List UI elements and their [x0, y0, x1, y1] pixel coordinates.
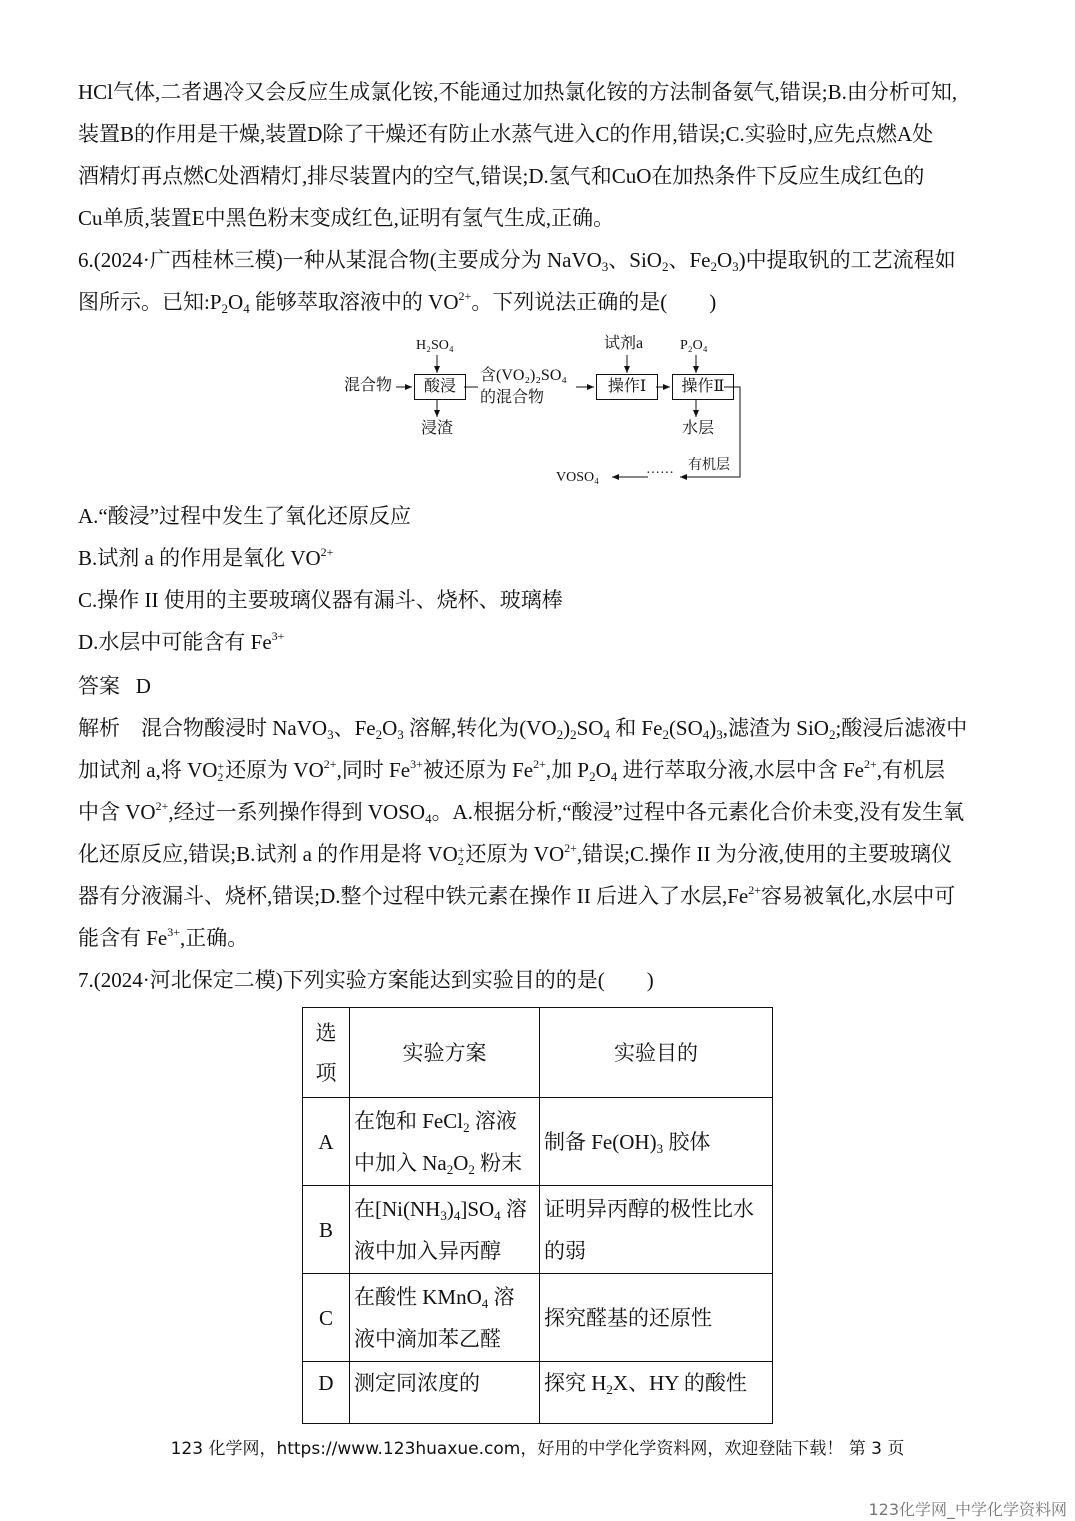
ellipsis: ······ — [646, 466, 674, 481]
analysis-line: 解析 混合物酸浸时 NaVO$_3$、$Fe_2O_3$ 溶解,转化为$(VO_2)_2SO_4$ 和 $Fe_2(SO_4)_3$,滤渣为 SiO$_2$;酸浸后滤液中 — [78, 716, 968, 742]
row-plan: 在饱和 FeCl$_2$ 溶液 中加入 $Na_2O_2$ 粉末 — [350, 1098, 540, 1186]
row-goal: 探究醛基的还原性 — [540, 1274, 773, 1362]
row-option: D — [303, 1362, 350, 1424]
option-a: A.“酸浸”过程中发生了氧化还原反应 — [78, 504, 412, 528]
row-goal: 制备 $Fe(OH)_3$ 胶体 — [540, 1098, 773, 1186]
option-b: B.试剂 a 的作用是氧化 $VO^{2+}$ — [78, 545, 334, 570]
analysis-line: 中含 $VO^{2+}$,经过一系列操作得到 $VOSO_4$。A.根据分析,“酸浸”过程中各元素化合价未变,没有发生氧 — [78, 799, 965, 826]
operation-2-box: 操作Ⅱ — [672, 374, 734, 400]
text-line: Cu单质,装置E中黑色粉末变成红色,证明有氢气生成,正确。 — [78, 206, 615, 230]
table-row — [303, 1098, 773, 1186]
analysis-line: 化还原反应,错误;B.试剂 a 的作用是将 VO + 2 还原为 $VO^{2+}$,错误;C.操作 II 为分液,使用的主要玻璃仪 — [78, 841, 952, 869]
option-c: C.操作 II 使用的主要玻璃仪器有漏斗、烧杯、玻璃棒 — [78, 588, 563, 612]
process-flow-diagram — [330, 333, 750, 493]
table-row — [303, 1186, 773, 1274]
question-stem: 7.(2024·河北保定二模)下列实验方案能达到实验目的的是( ) — [78, 968, 654, 992]
acid-leach-box: 酸浸 — [414, 374, 466, 400]
table-row — [303, 1362, 773, 1424]
text-line: HCl气体,二者遇冷又会反应生成氯化铵,不能通过加热氯化铵的方法制备氨气,错误;B.由分析可知, — [78, 80, 958, 104]
row-plan: 测定同浓度的 — [350, 1362, 540, 1424]
text-line: 装置B的作用是干燥,装置D除了干燥还有防止水蒸气进入C的作用,错误;C.实验时,应先点燃A处 — [78, 122, 934, 146]
row-option: B — [303, 1186, 350, 1274]
input-mixture: 混合物 — [344, 377, 393, 394]
row-goal: 证明异丙醇的极性比水 的弱 — [540, 1186, 773, 1274]
mixture-label: 含(VO₂)₂SO₄ — [480, 367, 567, 384]
residue-label: 浸渣 — [421, 420, 454, 437]
water-layer-label: 水层 — [682, 420, 715, 437]
header-option: 选 项 — [303, 1008, 350, 1098]
header-goal: 实验目的 — [540, 1008, 773, 1098]
analysis-line: 器有分液漏斗、烧杯,错误;D.整个过程中铁元素在操作 II 后进入了水层$,Fe^{2+}$容易被氧化,水层中可 — [78, 883, 956, 908]
analysis-line: 加试剂 a,将 VO + 2 还原为 $VO^{2+}$,同时 $Fe^{3+}$被还原为 $Fe^{2+}$,加 $P_2O_4$ 进行萃取分液,水层中含 $Fe^{2+}$,有机层 — [78, 757, 946, 785]
flow-arrows — [330, 333, 750, 493]
product-voso4: VOSO₄ — [556, 470, 599, 485]
organic-layer-label: 有机层 — [688, 458, 730, 473]
mixture-label-2: 的混合物 — [480, 389, 545, 406]
question-stem: 6.(2024·广西桂林三模)一种从某混合物(主要成分为 NaVO$_3$、SiO$_2$、$Fe_2O_3$)中提取钒的工艺流程如 — [78, 248, 956, 274]
row-plan: 在$[Ni(NH_3)_4]SO_4$ 溶 液中加入异丙醇 — [350, 1186, 540, 1274]
analysis-line: 能含有 $Fe^{3+}$,正确。 — [78, 925, 249, 950]
table-row — [303, 1274, 773, 1362]
row-option: A — [303, 1098, 350, 1186]
reagent-a-label: 试剂a — [604, 335, 644, 352]
option-d: D.水层中可能含有 $Fe^{3+}$ — [78, 629, 285, 654]
page-footer: 123 化学网，https://www.123huaxue.com，好用的中学化学资料网，欢迎登陆下载！ 第 3 页 — [170, 1439, 905, 1459]
reagent-h2so4: H₂SO₄ — [416, 338, 454, 353]
watermark: 123化学网_中学化学资料网 — [868, 1500, 1067, 1519]
answer: 答案 D — [78, 674, 151, 698]
question-stem: 图所示。已知$:P_2O_4$ 能够萃取溶液中的 $VO^{2+}$。下列说法正确的是( ) — [78, 289, 717, 316]
experiment-table — [302, 1007, 773, 1424]
row-goal: 探究 $H_2X$、HY 的酸性 — [540, 1362, 773, 1424]
table-header-row — [303, 1008, 773, 1098]
operation-1-box: 操作Ⅰ — [596, 374, 658, 400]
row-option: C — [303, 1274, 350, 1362]
header-plan: 实验方案 — [350, 1008, 540, 1098]
text-line: 酒精灯再点燃C处酒精灯,排尽装置内的空气,错误;D.氢气和CuO在加热条件下反应生成红色的 — [78, 164, 925, 188]
row-plan: 在酸性 KMnO$_4$ 溶 液中滴加苯乙醛 — [350, 1274, 540, 1362]
reagent-p2o4: P₂O₄ — [680, 338, 708, 353]
